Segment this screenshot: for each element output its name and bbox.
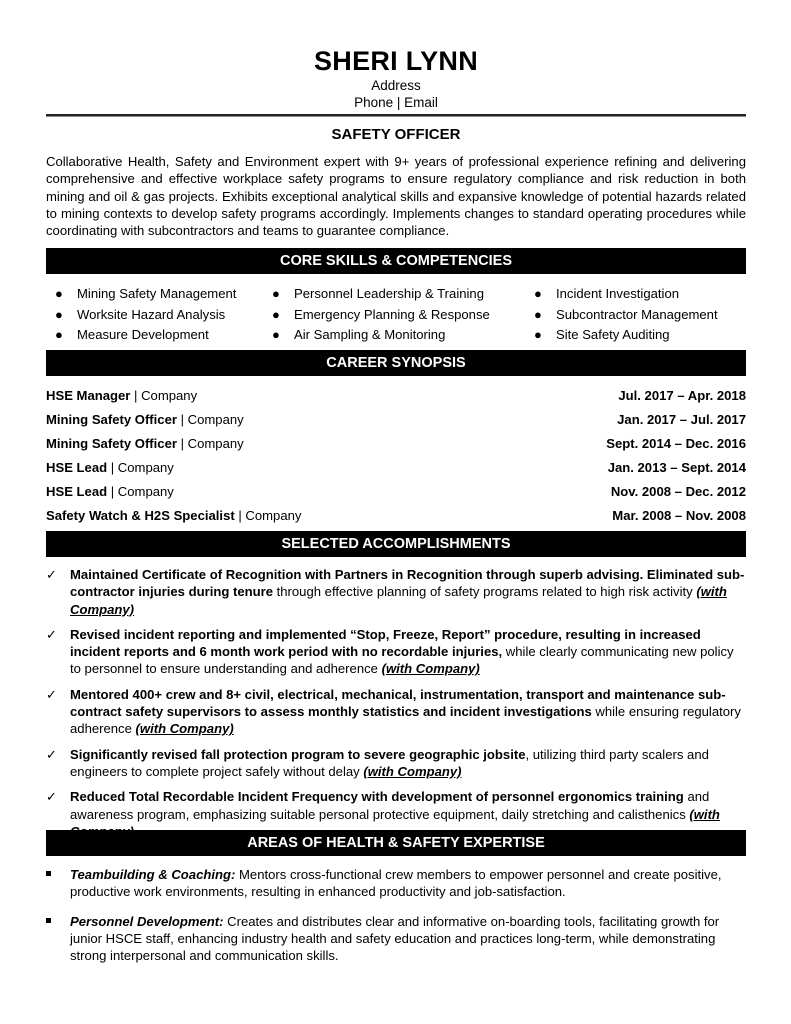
- section-header-expertise: AREAS OF HEALTH & SAFETY EXPERTISE: [46, 830, 746, 856]
- professional-summary: Collaborative Health, Safety and Environment expert with 9+ years of professional experience refining and delivering comprehensive and effective workplace safety programs to ensure regulatory compliance and risk reduction in both mining and oil & gas projects. Exhibits exceptional analytical skills and expansive knowledge of potential hazards related to mining contexts to develop safety programs accordingly. Implements changes to standard operating procedures while coordinating with subcontractors and teams to guarantee compliance.: [46, 154, 746, 239]
- contact-line: Phone | Email: [354, 95, 438, 110]
- accomplishment-item: ✓ Reduced Total Recordable Incident Frequency with development of personnel ergonomics training and awareness program, emphasizing suitable personal protective equipment, daily stretching and calisthenics (with: [46, 788, 746, 840]
- accomplishments-list: [46, 566, 746, 848]
- role-title: Safety Watch & H2S Specialist: [46, 508, 235, 523]
- bullet-icon: ●: [55, 327, 63, 342]
- expertise-label: Personnel Development:: [70, 913, 224, 929]
- checkmark-icon: ✓: [46, 626, 57, 642]
- company-reference: (with Company): [381, 661, 480, 677]
- date-range: Jan. 2017 – Jul. 2017: [617, 412, 746, 427]
- date-range: Mar. 2008 – Nov. 2008: [612, 508, 746, 523]
- career-entry: [46, 506, 746, 530]
- date-range: Nov. 2008 – Dec. 2012: [610, 484, 746, 499]
- role-title: Mining Safety Officer: [46, 436, 177, 451]
- expertise-item: Teambuilding & Coaching: Mentors cross-functional crew members to empower personnel and create positive, productive work environments, resulting in enhanced productivity and job-satisfaction.: [46, 866, 746, 901]
- checkmark-icon: ✓: [46, 567, 57, 582]
- date-range: Jan. 2013 – Sept. 2014: [607, 460, 746, 475]
- career-entry: [46, 482, 746, 506]
- company-reference: (with Company): [363, 763, 462, 779]
- company-name: | Company: [176, 436, 244, 451]
- role-title: HSE Lead: [46, 460, 108, 475]
- company-reference: (with Company): [135, 721, 234, 737]
- job-title: SAFETY OFFICER: [331, 126, 461, 143]
- accomplishment-item: ✓ Mentored 400+ crew and 8+ civil, electrical, mechanical, instrumentation, transport and maintenance sub-contract safety supervisors to assess monthly statistics and incident investigations while ensuring regulatory adherence (with Company): [46, 686, 741, 737]
- career-entry: [46, 458, 746, 482]
- company-name: | Company: [107, 484, 174, 499]
- company-name: | Company: [234, 508, 302, 523]
- date-range: Sept. 2014 – Dec. 2016: [606, 436, 746, 451]
- square-bullet-icon: [46, 918, 51, 923]
- role-title: Mining Safety Officer: [46, 412, 177, 427]
- career-entry: [46, 386, 746, 410]
- career-synopsis-list: [46, 386, 746, 530]
- bullet-icon: ●: [55, 286, 63, 301]
- company-name: | Company: [107, 460, 174, 475]
- company-reference: (with: [689, 806, 720, 822]
- bullet-icon: ●: [272, 286, 280, 301]
- bullet-icon: ●: [534, 327, 542, 342]
- bullet-icon: ●: [55, 306, 63, 322]
- square-bullet-icon: [46, 871, 51, 876]
- expertise-list: [46, 866, 746, 976]
- checkmark-icon: ✓: [46, 789, 57, 805]
- role-title: HSE Manager: [46, 388, 131, 403]
- company-reference: (with Company): [70, 584, 727, 617]
- bullet-icon: ●: [272, 327, 280, 342]
- bullet-icon: ●: [534, 306, 542, 322]
- career-entry: [46, 434, 746, 458]
- company-name: | Company: [176, 412, 244, 427]
- date-range: Jul. 2017 – Apr. 2018: [618, 388, 746, 403]
- header-divider: [46, 114, 746, 117]
- expertise-label: Teambuilding & Coaching:: [70, 867, 236, 882]
- bullet-icon: ●: [272, 306, 280, 322]
- section-header-career-synopsis: CAREER SYNOPSIS: [46, 350, 746, 376]
- candidate-name: SHERI LYNN: [313, 46, 479, 76]
- expertise-item: Personnel Development: Creates and distributes clear and informative on-boarding tools, facilitating growth for junior HSCE staff, enhancing industry health and safety education and practices long-term, while demonstrating strong interpersonal and communication skills.: [46, 913, 746, 965]
- section-header-core-skills: CORE SKILLS & COMPETENCIES: [46, 248, 746, 274]
- bullet-icon: ●: [534, 286, 542, 301]
- company-name: | Company: [130, 388, 198, 403]
- address-line: Address: [371, 78, 421, 93]
- role-title: HSE Lead: [46, 484, 108, 499]
- checkmark-icon: ✓: [46, 746, 57, 762]
- section-header-accomplishments: SELECTED ACCOMPLISHMENTS: [46, 531, 746, 557]
- accomplishment-item: ✓ Significantly revised fall protection program to severe geographic jobsite, utilizing third party scalers and engineers to complete project safely without delay (with Company): [46, 746, 709, 779]
- accomplishment-item: ✓ Maintained Certificate of Recognition with Partners in Recognition through superb advising. Eliminated sub-contractor injuries during tenure through effective planning of safety programs related to high risk activity (with Company): [46, 567, 745, 617]
- career-entry: [46, 410, 746, 434]
- accomplishment-item: ✓ Revised incident reporting and implemented “Stop, Freeze, Report” procedure, resulting in increased incident reports and 6 month work period with no recordable injuries, while clearly communicating new policy to personnel to ensure understanding and adherence (with Company): [46, 626, 734, 677]
- checkmark-icon: ✓: [46, 686, 57, 702]
